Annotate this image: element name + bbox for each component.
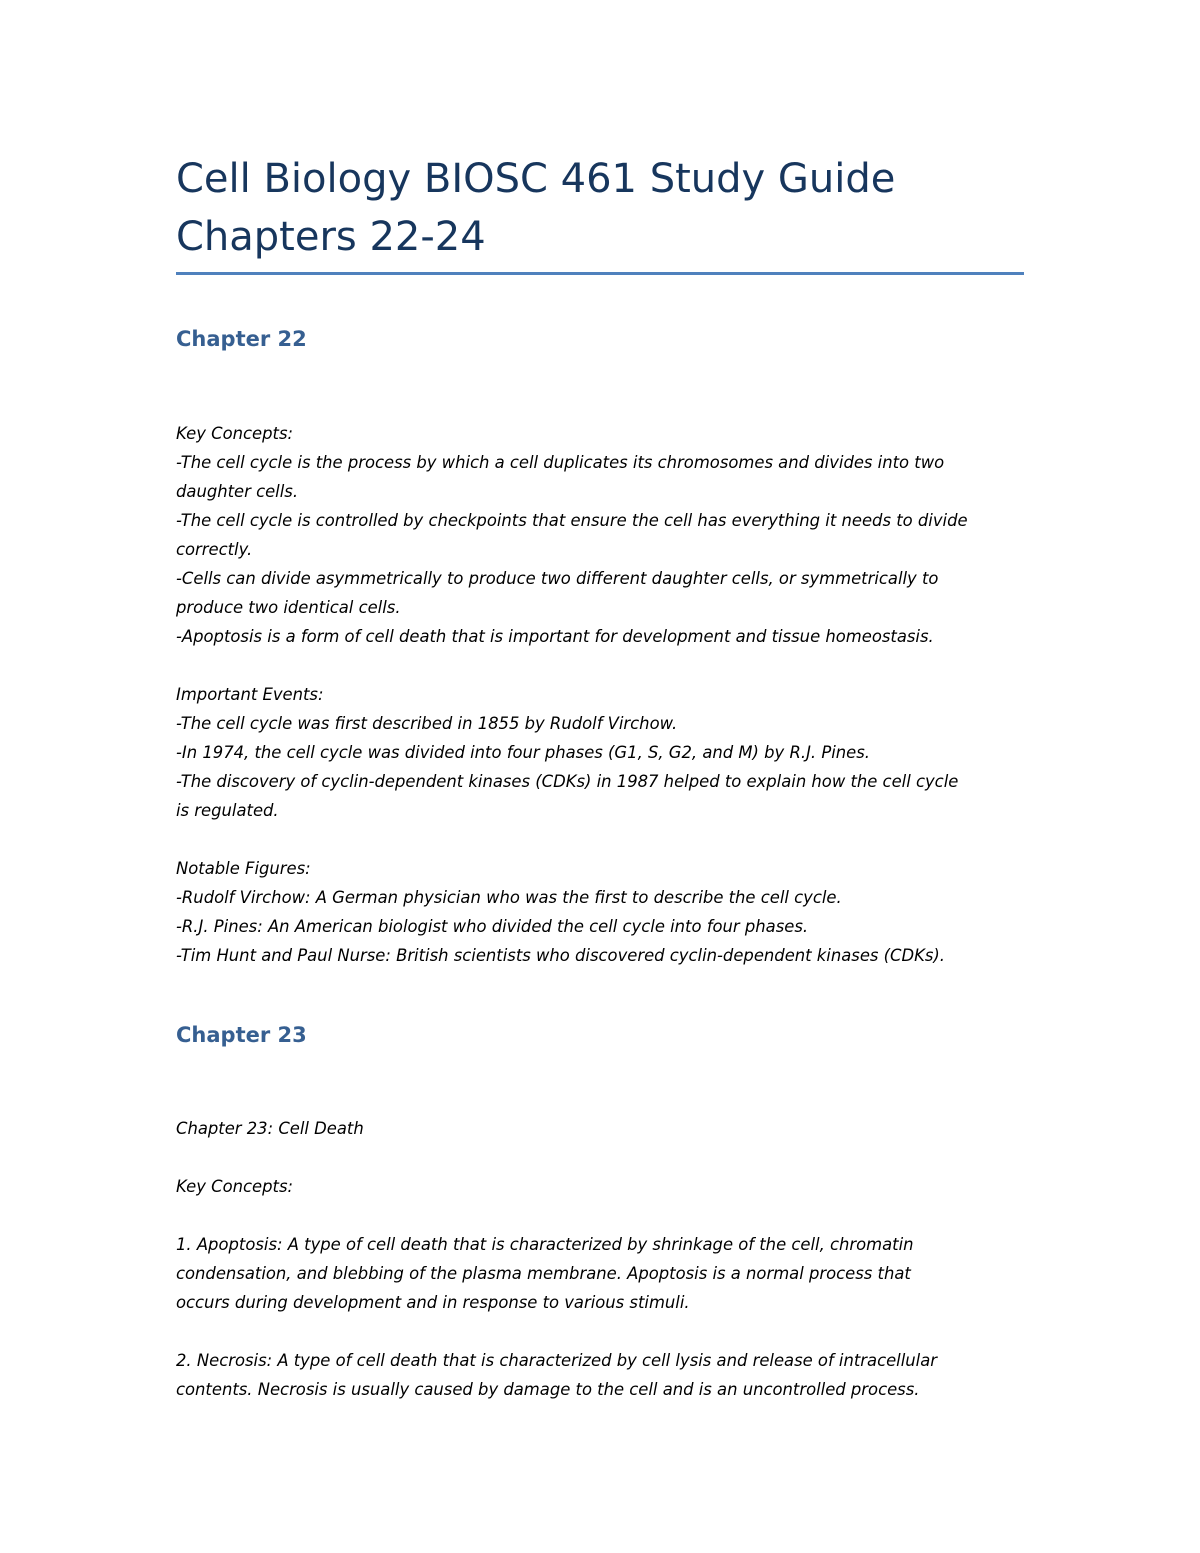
key-concept-line: daughter cells.	[176, 482, 299, 501]
important-events-label: Important Events:	[176, 685, 324, 704]
paragraph-gap	[176, 1317, 1026, 1346]
key-concept-line: -The cell cycle is controlled by checkpoints that ensure the cell has everything it needs to divide	[176, 511, 968, 530]
paragraph-gap	[176, 1201, 1026, 1230]
key-concept-line: -Apoptosis is a form of cell death that is important for development and tissue homeostasis.	[176, 627, 934, 646]
paragraph-gap	[176, 825, 1026, 854]
key-concepts-label: Key Concepts:	[176, 1177, 294, 1196]
apoptosis-item-line: 1. Apoptosis: A type of cell death that is characterized by shrinkage of the cell, chromatin	[176, 1235, 914, 1254]
document-title	[176, 150, 1036, 266]
notable-figure-line: -Rudolf Virchow: A German physician who was the first to describe the cell cycle.	[176, 888, 842, 907]
chapter-23-body	[176, 1114, 1026, 1404]
key-concept-line: correctly.	[176, 540, 253, 559]
paragraph-gap	[176, 651, 1026, 680]
chapter-23-heading: Chapter 23	[176, 1023, 307, 1047]
important-event-line: -In 1974, the cell cycle was divided into four phases (G1, S, G2, and M) by R.J. Pines.	[176, 743, 870, 762]
key-concept-line: -Cells can divide asymmetrically to produce two different daughter cells, or symmetrically to	[176, 569, 939, 588]
chapter-23-subtitle: Chapter 23: Cell Death	[176, 1119, 364, 1138]
key-concept-line: produce two identical cells.	[176, 598, 401, 617]
notable-figures-label: Notable Figures:	[176, 859, 311, 878]
important-event-line: is regulated.	[176, 801, 279, 820]
apoptosis-item-line: condensation, and blebbing of the plasma membrane. Apoptosis is a normal process that	[176, 1264, 911, 1283]
title-line-2: Chapters 22-24	[176, 214, 486, 260]
necrosis-item-line: 2. Necrosis: A type of cell death that is characterized by cell lysis and release of intracellular	[176, 1351, 938, 1370]
necrosis-item-line: contents. Necrosis is usually caused by damage to the cell and is an uncontrolled process.	[176, 1380, 920, 1399]
notable-figure-line: -Tim Hunt and Paul Nurse: British scientists who discovered cyclin-dependent kinases (CDKs).	[176, 946, 946, 965]
notable-figure-line: -R.J. Pines: An American biologist who divided the cell cycle into four phases.	[176, 917, 809, 936]
paragraph-gap	[176, 1143, 1026, 1172]
key-concepts-label: Key Concepts:	[176, 424, 294, 443]
important-event-line: -The discovery of cyclin-dependent kinases (CDKs) in 1987 helped to explain how the cell cycle	[176, 772, 959, 791]
important-event-line: -The cell cycle was first described in 1855 by Rudolf Virchow.	[176, 714, 678, 733]
title-underline	[176, 272, 1024, 275]
title-line-1: Cell Biology BIOSC 461 Study Guide	[176, 156, 896, 202]
apoptosis-item-line: occurs during development and in response to various stimuli.	[176, 1293, 690, 1312]
key-concept-line: -The cell cycle is the process by which a cell duplicates its chromosomes and divides into two	[176, 453, 945, 472]
chapter-22-heading: Chapter 22	[176, 327, 307, 351]
chapter-22-body	[176, 419, 1026, 970]
